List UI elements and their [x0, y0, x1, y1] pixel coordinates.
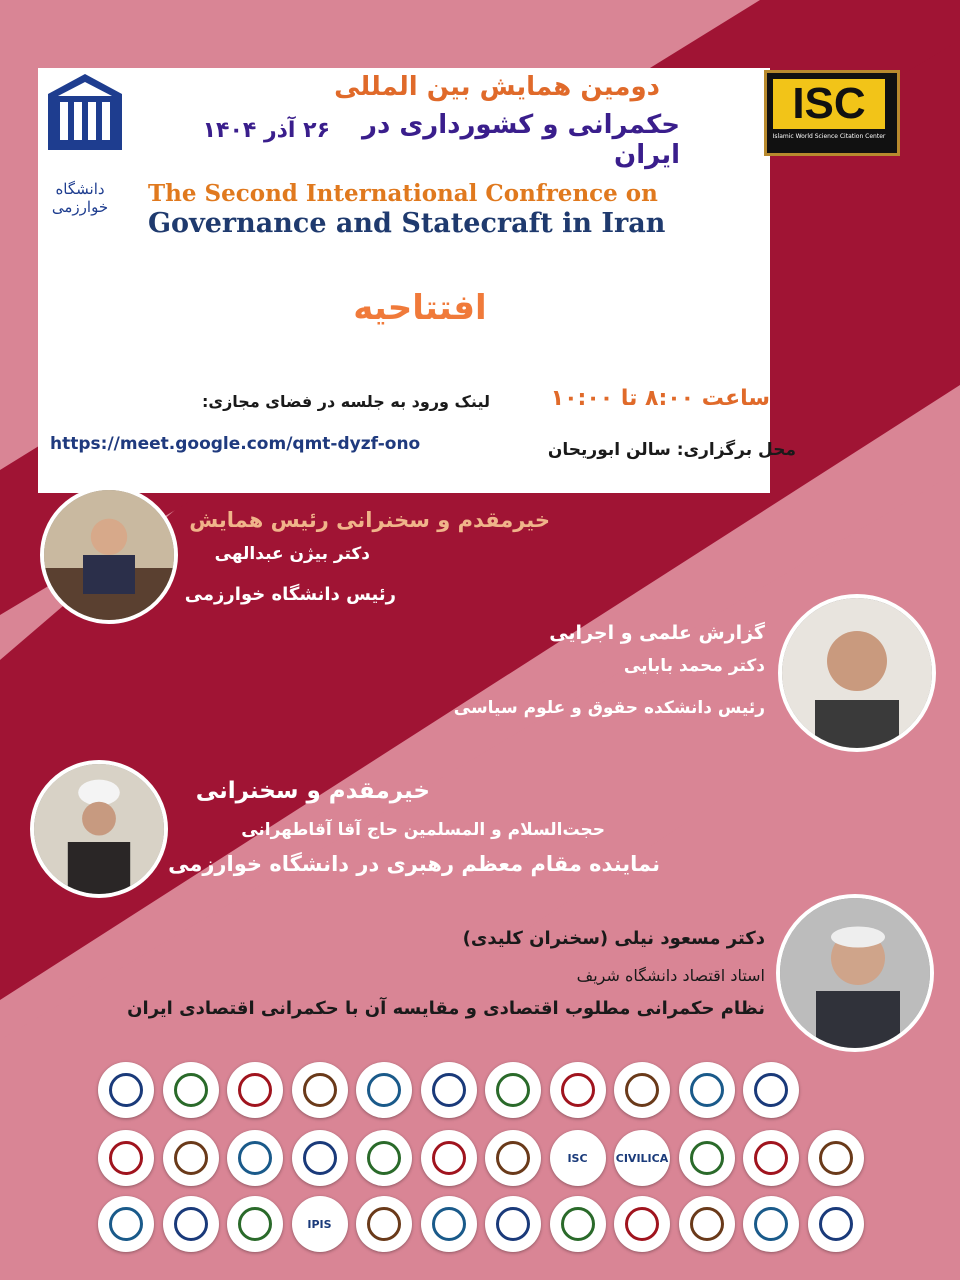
- partner-logo: [163, 1196, 219, 1252]
- emblem-icon: [367, 1073, 401, 1107]
- emblem-icon: [690, 1207, 724, 1241]
- portrait-photo-icon: [780, 898, 930, 1048]
- partner-logo: [614, 1130, 670, 1186]
- emblem-icon: [561, 1207, 595, 1241]
- emblem-icon: [432, 1073, 466, 1107]
- partner-logo: [421, 1062, 477, 1118]
- emblem-icon: [238, 1073, 272, 1107]
- title-line2: حکمرانی و کشورداری در ایران: [362, 110, 680, 170]
- emblem-icon: [432, 1141, 466, 1175]
- partner-logo-label: IPIS: [307, 1217, 332, 1231]
- session-title: افتتاحیه: [353, 288, 487, 328]
- emblem-icon: [754, 1141, 788, 1175]
- speaker1-heading: خیرمقدم و سخنرانی رئیس همایش: [189, 508, 550, 532]
- university-name: دانشگاه خوارزمی: [51, 180, 109, 216]
- portrait-photo-icon: [44, 490, 174, 620]
- partner-logo: [98, 1062, 154, 1118]
- emblem-icon: [174, 1073, 208, 1107]
- emblem-icon: [109, 1141, 143, 1175]
- partner-logo-label: ISC: [567, 1151, 588, 1165]
- speaker4-name: استاد اقتصاد دانشگاه شریف: [576, 966, 765, 985]
- partner-logo: [227, 1130, 283, 1186]
- partner-logo: [679, 1062, 735, 1118]
- meeting-link[interactable]: https://meet.google.com/qmt-dyzf-ono: [50, 434, 421, 454]
- isc-logo-subtext: Islamic World Science Citation Center: [772, 133, 886, 140]
- emblem-icon: [754, 1073, 788, 1107]
- partner-logo: [679, 1130, 735, 1186]
- partner-logo: [356, 1196, 412, 1252]
- speaker1-name: دکتر بیژن عبدالهی: [214, 544, 370, 564]
- partner-logo: [808, 1196, 864, 1252]
- emblem-icon: [690, 1073, 724, 1107]
- venue: محل برگزاری: سالن ابوریحان: [547, 440, 796, 460]
- speaker3-role: نماینده مقام معظم رهبری در دانشگاه خوارزمی: [168, 852, 660, 876]
- title-line1: دومین همایش بین المللی: [334, 72, 660, 102]
- session-time: ساعت ۸:۰۰ تا ۱۰:۰۰: [550, 386, 770, 411]
- partner-logo: [98, 1196, 154, 1252]
- partner-logo: [550, 1196, 606, 1252]
- partner-logo-label: CIVILICA: [615, 1151, 669, 1165]
- partner-logo: [614, 1196, 670, 1252]
- emblem-icon: [690, 1141, 724, 1175]
- speaker3-photo: [30, 760, 168, 898]
- emblem-icon: [819, 1141, 853, 1175]
- partner-logo: [356, 1130, 412, 1186]
- partner-logo: [292, 1062, 348, 1118]
- speaker2-name: دکتر محمد بابایی: [623, 656, 765, 676]
- emblem-icon: [496, 1207, 530, 1241]
- emblem-icon: [625, 1207, 659, 1241]
- emblem-icon: [367, 1141, 401, 1175]
- emblem-icon: [109, 1073, 143, 1107]
- partner-logo: [421, 1130, 477, 1186]
- emblem-icon: [496, 1141, 530, 1175]
- speaker4-role: نظام حکمرانی مطلوب اقتصادی و مقایسه آن با حکمرانی اقتصادی ایران: [127, 998, 765, 1019]
- portrait-photo-icon: [782, 598, 932, 748]
- emblem-icon: [238, 1207, 272, 1241]
- partner-logo: [614, 1062, 670, 1118]
- partner-logo: [743, 1062, 799, 1118]
- speaker4-heading: دکتر مسعود نیلی (سخنران کلیدی): [462, 928, 765, 949]
- partner-logo: [485, 1130, 541, 1186]
- partner-logo: [743, 1196, 799, 1252]
- emblem-icon: [109, 1207, 143, 1241]
- emblem-icon: [432, 1207, 466, 1241]
- university-logo-icon: [42, 70, 128, 156]
- speaker2-photo: [778, 594, 936, 752]
- link-label: لینک ورود به جلسه در فضای مجازی:: [202, 392, 490, 411]
- partner-logo: [227, 1196, 283, 1252]
- partner-logo: [485, 1196, 541, 1252]
- partner-logo: [679, 1196, 735, 1252]
- partner-logo: [98, 1130, 154, 1186]
- speaker2-role: رئیس دانشکده حقوق و علوم سیاسی: [453, 698, 765, 718]
- emblem-icon: [174, 1207, 208, 1241]
- speaker3-name: حجت‌السلام و المسلمین حاج آقا آقاطهرانی: [241, 820, 605, 840]
- speaker4-photo: [776, 894, 934, 1052]
- emblem-icon: [174, 1141, 208, 1175]
- partner-logo: [550, 1062, 606, 1118]
- partner-logo: [808, 1130, 864, 1186]
- emblem-icon: [303, 1073, 337, 1107]
- speaker2-heading: گزارش علمی و اجرایی: [549, 622, 765, 644]
- english-title-line2: Governance and Statecraft in Iran: [148, 208, 666, 239]
- partner-logo: [743, 1130, 799, 1186]
- partner-logo: [421, 1196, 477, 1252]
- speaker1-role: رئیس دانشگاه خوارزمی: [184, 584, 396, 605]
- partner-logo: [227, 1062, 283, 1118]
- partner-logo: [292, 1196, 348, 1252]
- isc-logo: [764, 70, 900, 156]
- partner-logo: [550, 1130, 606, 1186]
- emblem-icon: [625, 1073, 659, 1107]
- portrait-photo-icon: [34, 764, 164, 894]
- partner-logo: [163, 1130, 219, 1186]
- emblem-icon: [754, 1207, 788, 1241]
- emblem-icon: [819, 1207, 853, 1241]
- partner-logo: [292, 1130, 348, 1186]
- partner-logo: [485, 1062, 541, 1118]
- speaker3-heading: خیرمقدم و سخنرانی: [195, 778, 430, 804]
- emblem-icon: [367, 1207, 401, 1241]
- emblem-icon: [238, 1141, 272, 1175]
- conference-date: ۲۶ آذر ۱۴۰۴: [202, 118, 330, 143]
- emblem-icon: [561, 1073, 595, 1107]
- speaker1-photo: [40, 486, 178, 624]
- emblem-icon: [496, 1073, 530, 1107]
- english-title-line1: The Second International Confrence on: [148, 180, 658, 207]
- isc-logo-text: ISC: [773, 79, 885, 129]
- partner-logo: [163, 1062, 219, 1118]
- emblem-icon: [303, 1141, 337, 1175]
- partner-logo: [356, 1062, 412, 1118]
